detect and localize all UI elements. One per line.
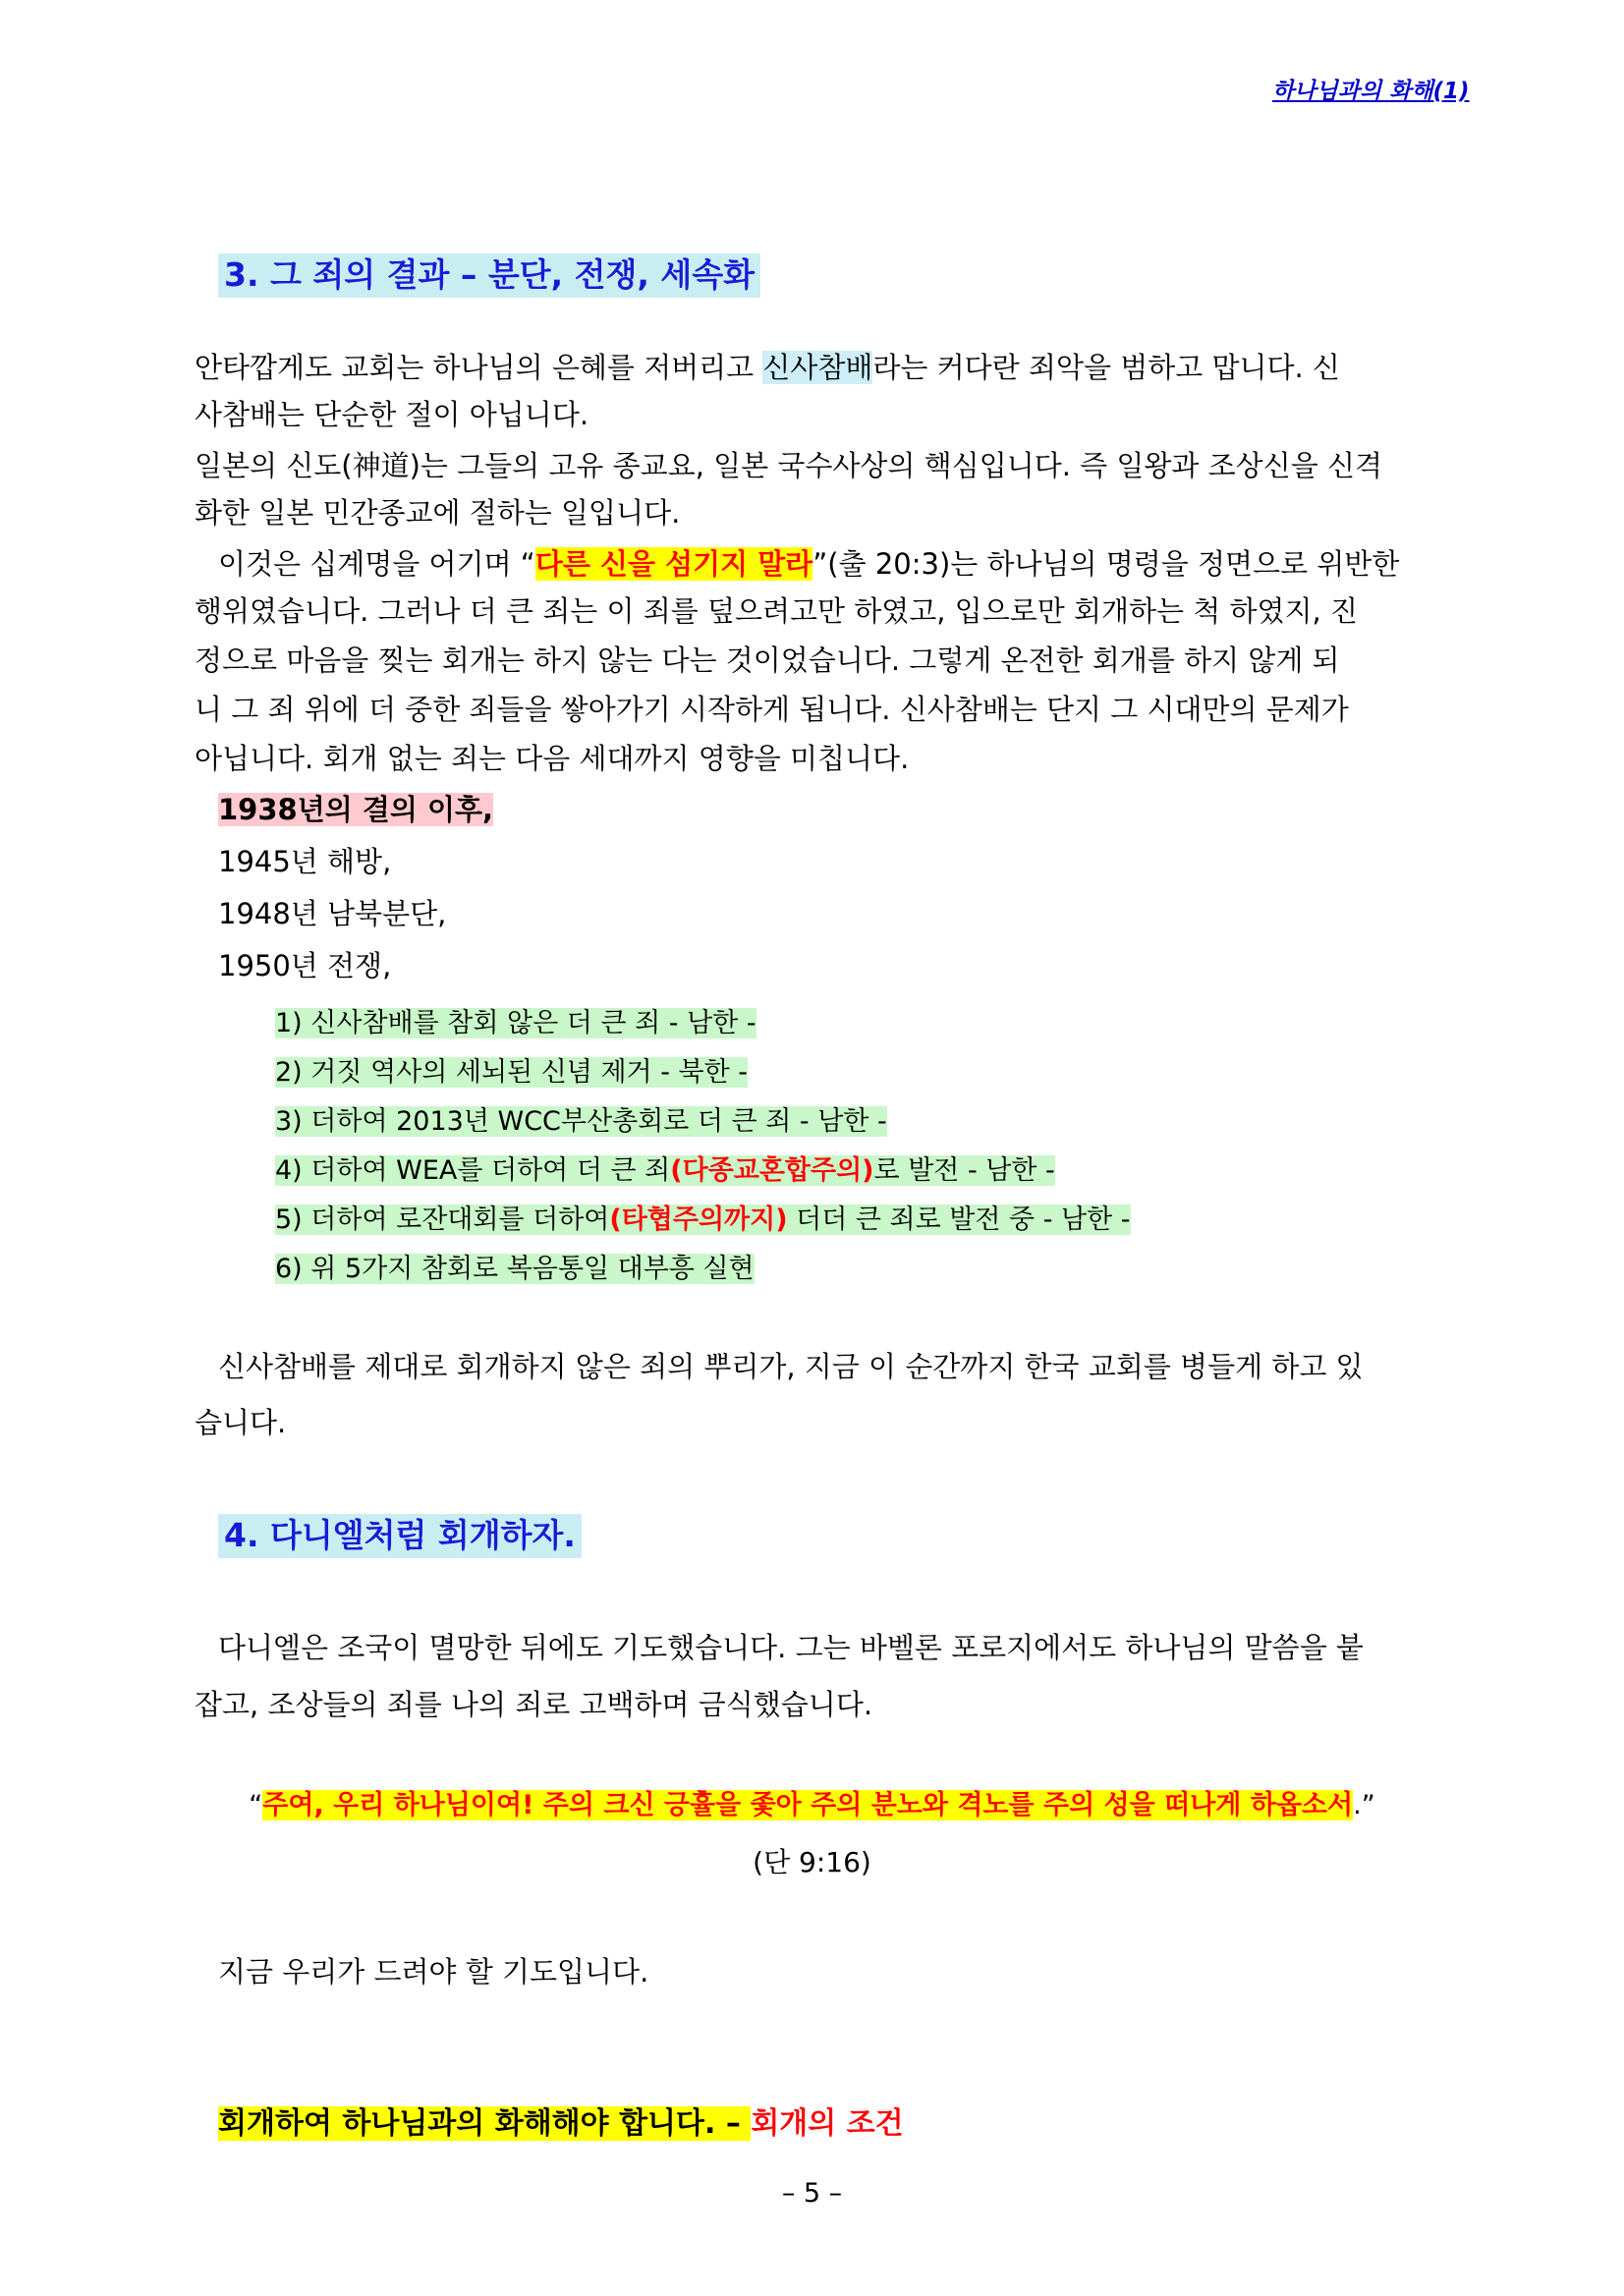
timeline-1945: 1945년 해방, <box>218 845 392 878</box>
paragraph-2-line-2: 화한 일본 민간종교에 절하는 일입니다. <box>195 496 681 530</box>
paragraph-2-line-1: 일본의 신도(神道)는 그들의 고유 종교요, 일본 국수사상의 핵심입니다. 즉 일왕과 조상신을 신격 <box>195 449 1382 482</box>
paragraph-3-line-1 <box>218 542 1495 583</box>
quote-reference: (단 9:16) <box>753 1846 871 1878</box>
section-4-paragraph-line-2: 잡고, 조상들의 죄를 나의 죄로 고백하며 금식했습니다. <box>195 1688 873 1721</box>
section-4-paragraph-line-1: 다니엘은 조국이 멸망한 뒤에도 기도했습니다. 그는 바벨론 포로지에서도 하나님의 말씀을 붙 <box>218 1631 1364 1664</box>
running-header: 하나님과의 화해(1) <box>1272 79 1470 104</box>
paragraph-1-line-1 <box>195 346 1472 386</box>
list-item-red-text: (타협주의까지) <box>609 1204 788 1235</box>
timeline-1938-text: 1938년의 결의 이후, <box>218 793 494 826</box>
list-item-4 <box>275 1148 1055 1187</box>
paragraph-4-line-2: 습니다. <box>195 1406 287 1439</box>
list-item-text: 6) 위 5가지 참회로 복음통일 대부흥 실현 <box>275 1254 755 1284</box>
list-item-5 <box>275 1198 1131 1236</box>
section-4-paragraph-2: 지금 우리가 드려야 할 기도입니다. <box>218 1955 649 1988</box>
list-item-3 <box>275 1099 887 1138</box>
paragraph-4-line-1: 신사참배를 제대로 회개하지 않은 죄의 뿌리가, 지금 이 순간까지 한국 교회를 병들게 하고 있 <box>218 1350 1364 1383</box>
list-item-2 <box>275 1050 748 1089</box>
list-item-text: 2) 거짓 역사의 세뇌된 신념 제거 - 북한 - <box>275 1057 749 1088</box>
list-item-text: 더더 큰 죄로 발전 중 - 남한 - <box>787 1204 1131 1235</box>
quote-mark: .” <box>1353 1790 1375 1820</box>
list-item-text: 3) 더하여 2013년 WCC부산총회로 더 큰 죄 - 남한 - <box>275 1106 887 1137</box>
section-3-heading <box>218 250 760 296</box>
list-item-text: 5) 더하여 로잔대회를 더하여 <box>275 1204 610 1235</box>
list-item-1 <box>275 1001 756 1039</box>
list-item-text: 로 발전 - 남한 - <box>873 1155 1055 1186</box>
paragraph-3-line-5: 아닙니다. 회개 없는 죄는 다음 세대까지 영향을 미칩니다. <box>195 742 910 775</box>
text-segment: ”(출 20:3)는 하나님의 명령을 정면으로 위반한 <box>812 547 1400 581</box>
highlight-shinto: 신사참배 <box>762 351 873 384</box>
quote-text: 주여, 우리 하나님이여! 주의 크신 긍휼을 좇아 주의 분노와 격노를 주의 성을 떠나게 하옵소서 <box>262 1790 1354 1820</box>
closing-highlight: 회개하여 하나님과의 화해해야 합니다. – <box>218 2106 752 2141</box>
paragraph-3-line-2: 행위였습니다. 그러나 더 큰 죄는 이 죄를 덮으려고만 하였고, 입으로만 회개하는 척 하였지, 진 <box>195 594 1359 628</box>
paragraph-3-line-3: 정으로 마음을 찢는 회개는 하지 않는 다는 것이었습니다. 그렇게 온전한 회개를 하지 않게 되 <box>195 644 1340 677</box>
list-item-red-text: (다종교혼합주의) <box>670 1155 874 1186</box>
list-item-6 <box>275 1247 755 1285</box>
list-item-text: 4) 더하여 WEA를 더하여 더 큰 죄 <box>275 1155 671 1186</box>
closing-red-text: 회개의 조건 <box>751 2106 904 2141</box>
text-segment: 라는 커다란 죄악을 범하고 맙니다. 신 <box>872 351 1340 384</box>
quote-mark: “ <box>249 1790 263 1820</box>
text-segment: 안타깝게도 교회는 하나님의 은혜를 저버리고 <box>195 351 763 384</box>
closing-statement <box>218 2099 904 2142</box>
bible-quote <box>0 1783 1624 1821</box>
paragraph-1-line-2: 사참배는 단순한 절이 아닙니다. <box>195 398 589 431</box>
section-4-heading <box>218 1510 582 1556</box>
paragraph-3-line-4: 니 그 죄 위에 더 중한 죄들을 쌓아가기 시작하게 됩니다. 신사참배는 단지 그 시대만의 문제가 <box>195 693 1349 726</box>
page-number: – 5 – <box>781 2178 843 2209</box>
text-segment: 이것은 십계명을 어기며 “ <box>218 547 535 581</box>
section-3-heading-text: 3. 그 죄의 결과 – 분단, 전쟁, 세속화 <box>218 253 760 298</box>
timeline-1950: 1950년 전쟁, <box>218 949 392 982</box>
timeline-1948: 1948년 남북분단, <box>218 897 447 930</box>
commandment-quote: 다른 신을 섬기지 말라 <box>534 547 813 581</box>
list-item-text: 1) 신사참배를 참회 않은 더 큰 죄 - 남한 - <box>275 1008 756 1038</box>
section-4-heading-text: 4. 다니엘처럼 회개하자. <box>218 1514 582 1558</box>
timeline-1938 <box>218 788 493 828</box>
